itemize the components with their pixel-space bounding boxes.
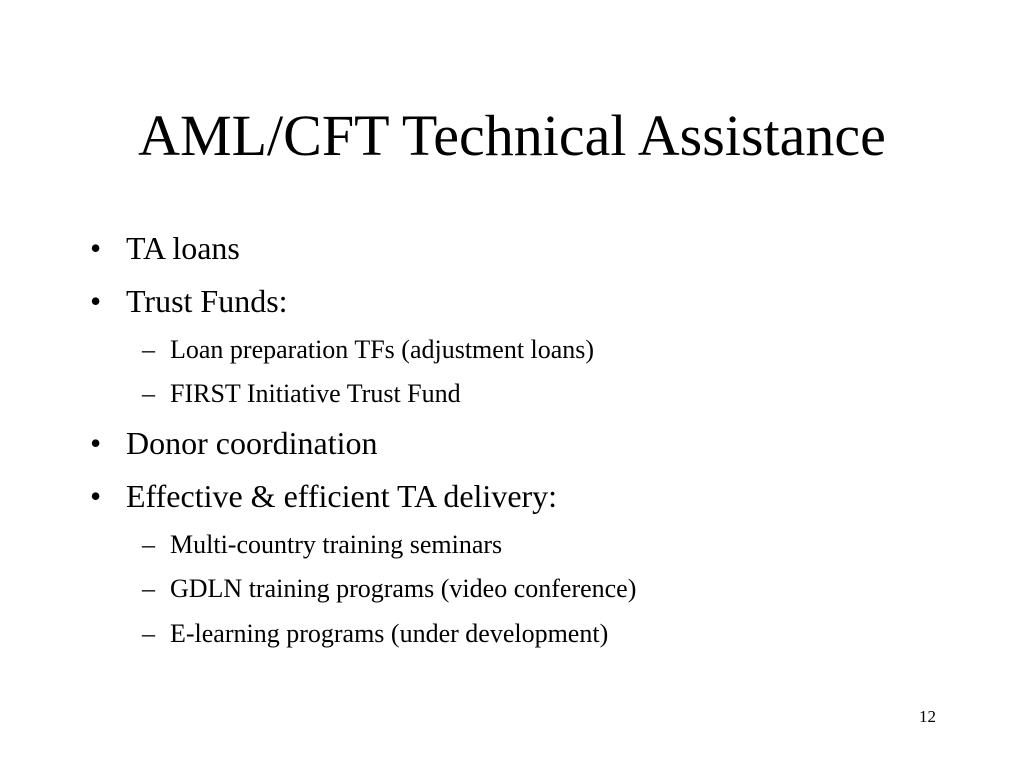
bullet-marker: • bbox=[90, 478, 102, 514]
bullet-marker: • bbox=[90, 283, 102, 319]
sub-bullet-text: E-learning programs (under development) bbox=[170, 619, 609, 648]
sub-bullet-text: GDLN training programs (video conference) bbox=[170, 574, 637, 603]
sub-bullet-marker: – bbox=[142, 530, 155, 559]
slide-title: AML/CFT Technical Assistance bbox=[138, 103, 886, 168]
sub-bullet-text: Loan preparation TFs (adjustment loans) bbox=[170, 335, 595, 364]
sub-bullet-marker: – bbox=[142, 574, 155, 603]
bullet-marker: • bbox=[90, 425, 102, 461]
sub-bullet-marker: – bbox=[142, 619, 155, 648]
bullet-text: Trust Funds: bbox=[126, 283, 288, 319]
bullet-text: Donor coordination bbox=[126, 425, 378, 461]
sub-bullet-marker: – bbox=[142, 335, 155, 364]
bullet-text: TA loans bbox=[126, 230, 240, 266]
sub-bullet-text: FIRST Initiative Trust Fund bbox=[170, 379, 461, 408]
bullet-text: Effective & efficient TA delivery: bbox=[126, 478, 558, 514]
sub-bullet-marker: – bbox=[142, 379, 155, 408]
slide-number: 12 bbox=[919, 707, 936, 726]
bullet-marker: • bbox=[90, 230, 102, 266]
sub-bullet-text: Multi-country training seminars bbox=[170, 530, 503, 559]
